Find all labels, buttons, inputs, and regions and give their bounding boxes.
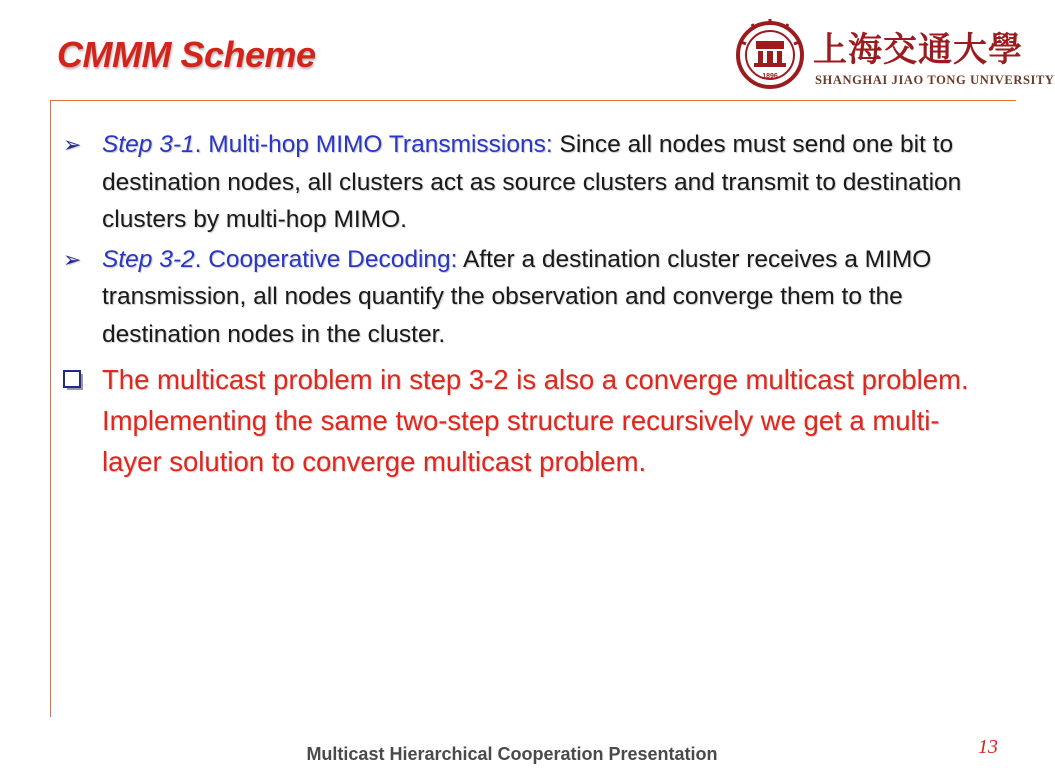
highlight-item xyxy=(63,359,998,482)
step-label: Step 3-2 xyxy=(102,245,195,273)
step-body: After a destination cluster receives a MIMO transmission, all nodes quantify the observation and converge them to the destination nodes in the cluster. xyxy=(102,245,932,348)
arrow-bullet-icon: ➢ xyxy=(63,132,82,157)
step-label: Step 3-1 xyxy=(102,131,195,158)
university-english-name: SHANGHAI JIAO TONG UNIVERSITY xyxy=(815,73,1055,87)
page-number: 13 xyxy=(978,736,998,758)
university-chinese-name: 上海交通大學 xyxy=(813,30,1023,70)
slide-title: CMMM Scheme xyxy=(57,34,316,75)
footer-title: Multicast Hierarchical Cooperation Presentation xyxy=(306,744,718,764)
header-divider xyxy=(50,100,1016,101)
step-heading: . Cooperative Decoding: xyxy=(194,245,458,273)
arrow-bullet-icon: ➢ xyxy=(63,246,82,272)
bullet-step-3-1 xyxy=(63,126,998,239)
seal-year: 1896 xyxy=(762,73,778,80)
step-body: Since all nodes must send one bit to destination nodes, all clusters act as source clusters and transmit to destination clusters by multi-hop MIMO. xyxy=(102,131,962,233)
checkbox-bullet-icon xyxy=(63,370,85,392)
left-border xyxy=(50,100,51,717)
bullet-step-3-2 xyxy=(63,241,998,354)
slide-body xyxy=(63,126,998,482)
highlight-text: The multicast problem in step 3-2 is also a converge multicast problem. Implementing the same two-step structure recursively we get a multi-layer solution to converge multicast problem. xyxy=(102,364,969,477)
step-heading: . Multi-hop MIMO Transmissions: xyxy=(194,131,553,158)
